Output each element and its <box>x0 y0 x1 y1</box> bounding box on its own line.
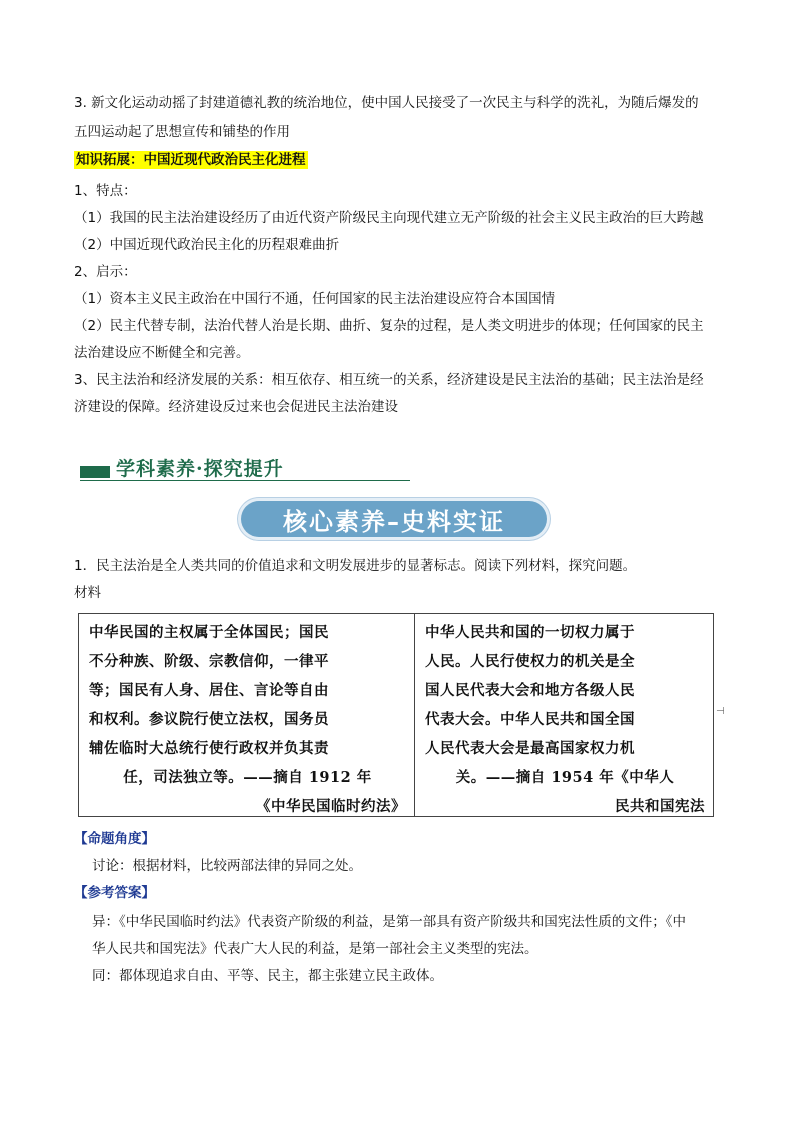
answer-same: 同：都体现追求自由、平等、民主，都主张建立民主政体。 <box>92 968 443 984</box>
angle-heading: 【命题角度】 <box>74 831 155 847</box>
answer-diff-line-2: 华人民共和国宪法》代表广大人民的利益，是第一部社会主义类型的宪法。 <box>92 941 538 957</box>
material-right-source: 民共和国宪法 <box>615 798 705 815</box>
insight-item-2-line-2: 法治建设应不断健全和完善。 <box>74 345 250 361</box>
material-right-line: 人民代表大会是最高国家权力机 <box>425 740 635 757</box>
banner-text: 核心素养–史料实证 <box>283 507 505 536</box>
answer-heading: 【参考答案】 <box>74 885 155 901</box>
question-stem: 1．民主法治是全人类共同的价值追求和文明发展进步的显著标志。阅读下列材料，探究问题。 <box>74 558 637 574</box>
insight-item-2-line-1: （2）民主代替专制，法治代替人治是长期、曲折、复杂的过程，是人类文明进步的体现；任何国家的民主 <box>74 318 704 334</box>
relation-line-2: 济建设的保障。经济建设反过来也会促进民主法治建设 <box>74 399 398 415</box>
intro-line-2: 五四运动起了思想宣传和铺垫的作用 <box>74 124 290 140</box>
core-literacy-banner <box>241 501 547 537</box>
insight-item-1: （1）资本主义民主政治在中国行不通，任何国家的民主法治建设应符合本国国情 <box>74 291 556 307</box>
answer-diff-line-1: 异：《中华民国临时约法》代表资产阶级的利益，是第一部具有资产阶级共和国宪法性质的文件；《中 <box>92 914 686 930</box>
angle-heading-row <box>74 826 734 852</box>
relation-line-1: 3、民主法治和经济发展的关系：相互依存、相互统一的关系，经济建设是民主法治的基础；民主法治是经 <box>74 372 704 388</box>
material-left-source: 《中华民国临时约法》 <box>256 798 406 815</box>
material-cell-1954 <box>415 614 713 816</box>
table-resize-handle-icon: ⊣ <box>716 706 725 717</box>
material-left-line: 任，司法独立等。——摘自 1912 年 <box>123 769 372 786</box>
material-left-line: 等；国民有人身、居住、言论等自由 <box>89 682 329 699</box>
feature-item-2: （2）中国近现代政治民主化的历程艰难曲折 <box>74 237 340 253</box>
answer-heading-row <box>74 880 734 906</box>
section-underline <box>80 480 410 481</box>
expand-title-row <box>74 147 734 173</box>
material-table <box>78 613 714 817</box>
section-title: 学科素养·探究提升 <box>116 458 284 480</box>
material-label: 材料 <box>74 585 101 601</box>
material-right-line: 人民。人民行使权力的机关是全 <box>425 653 635 670</box>
intro-line-1: 3. 新文化运动动摇了封建道德礼教的统治地位，使中国人民接受了一次民主与科学的洗礼，为随后爆发的 <box>74 95 699 111</box>
material-left-line: 不分种族、阶级、宗教信仰，一律平 <box>89 653 329 670</box>
material-right-line: 代表大会。中华人民共和国全国 <box>425 711 635 728</box>
material-right-line: 关。——摘自 1954 年《中华人 <box>455 769 675 786</box>
section-bar-icon <box>80 466 110 478</box>
feature-heading: 1、特点： <box>74 183 137 199</box>
angle-text: 讨论：根据材料，比较两部法律的异同之处。 <box>92 858 362 874</box>
material-left-line: 中华民国的主权属于全体国民；国民 <box>89 624 329 641</box>
material-cell-1912 <box>79 614 415 816</box>
material-left-line: 和权利。参议院行使立法权，国务员 <box>89 711 329 728</box>
insight-heading: 2、启示： <box>74 264 137 280</box>
feature-item-1: （1）我国的民主法治建设经历了由近代资产阶级民主向现代建立无产阶级的社会主义民主政治的巨大跨越 <box>74 210 704 226</box>
material-right-line: 中华人民共和国的一切权力属于 <box>425 624 635 641</box>
expand-title: 知识拓展：中国近现代政治民主化进程 <box>76 152 306 168</box>
material-left-line: 辅佐临时大总统行使行政权并负其责 <box>89 740 329 757</box>
material-right-line: 国人民代表大会和地方各级人民 <box>425 682 635 699</box>
